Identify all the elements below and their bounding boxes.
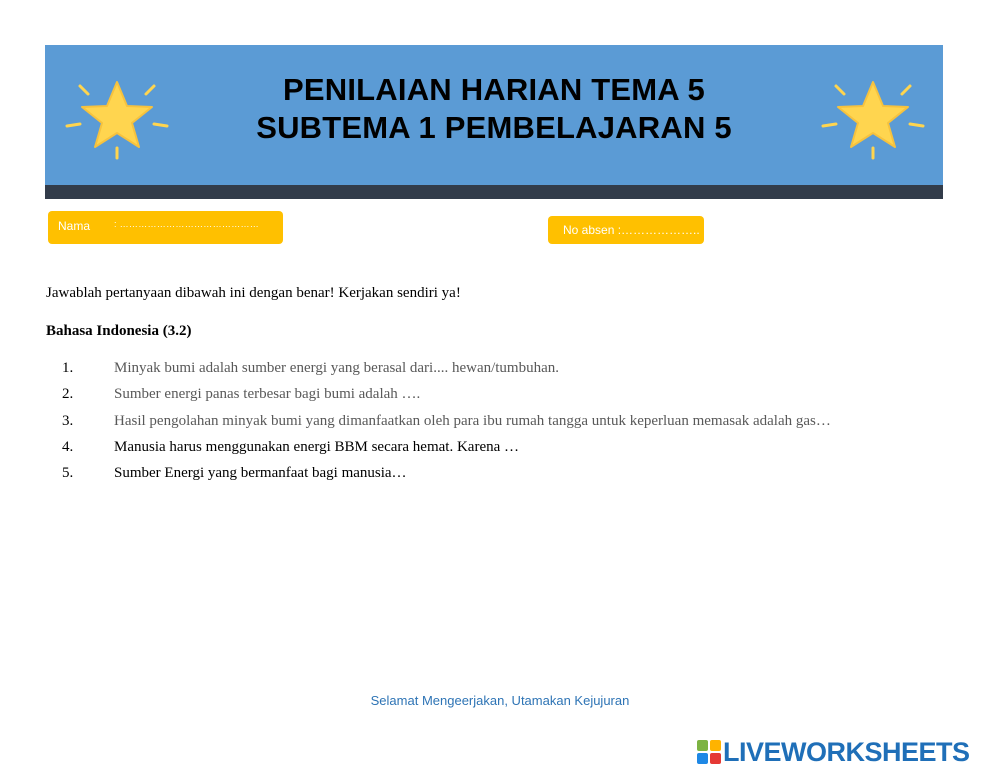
name-label: Nama [58, 219, 91, 233]
header-bottom-bar [45, 185, 943, 199]
question-list [46, 360, 946, 491]
question-number: 4. [62, 438, 74, 455]
question-number: 2. [62, 386, 74, 403]
absen-label: No absen :……………….. [563, 223, 700, 237]
absen-field[interactable] [548, 216, 704, 244]
instruction-text: Jawablah pertanyaan dibawah ini dengan benar! Kerjakan sendiri ya! [46, 285, 461, 301]
question-text: Minyak bumi adalah sumber energi yang berasal dari.... hewan/tumbuhan. [114, 360, 560, 376]
question-text: Sumber Energi yang bermanfaat bagi manusia… [114, 465, 407, 482]
liveworksheets-brand[interactable] [697, 736, 970, 768]
name-blank: : ……………………………………… [114, 219, 260, 229]
title-line-2: SUBTEMA 1 PEMBELAJARAN 5 [256, 110, 732, 145]
question-item [46, 465, 946, 491]
question-item [46, 439, 946, 465]
liveworksheets-logo-icon [697, 740, 721, 764]
name-field[interactable] [48, 211, 283, 244]
question-number: 1. [62, 360, 74, 376]
title-line-1: PENILAIAN HARIAN TEMA 5 [283, 72, 705, 107]
question-text: Manusia harus menggunakan energi BBM secara hemat. Karena … [114, 438, 520, 455]
brand-name: LIVEWORKSHEETS [723, 736, 970, 767]
question-item [46, 413, 946, 439]
footer-message: Selamat Mengeerjakan, Utamakan Kejujuran [370, 693, 630, 708]
question-item [46, 360, 946, 386]
question-number: 5. [62, 465, 74, 482]
question-text: Sumber energi panas terbesar bagi bumi adalah …. [114, 386, 421, 403]
question-item [46, 386, 946, 412]
question-text: Hasil pengolahan minyak bumi yang dimanfaatkan oleh para ibu rumah tangga untuk keperluan memasak adalah gas… [114, 412, 831, 429]
subject-heading: Bahasa Indonesia (3.2) [46, 323, 192, 339]
question-number: 3. [62, 412, 74, 429]
page-title [45, 71, 943, 147]
